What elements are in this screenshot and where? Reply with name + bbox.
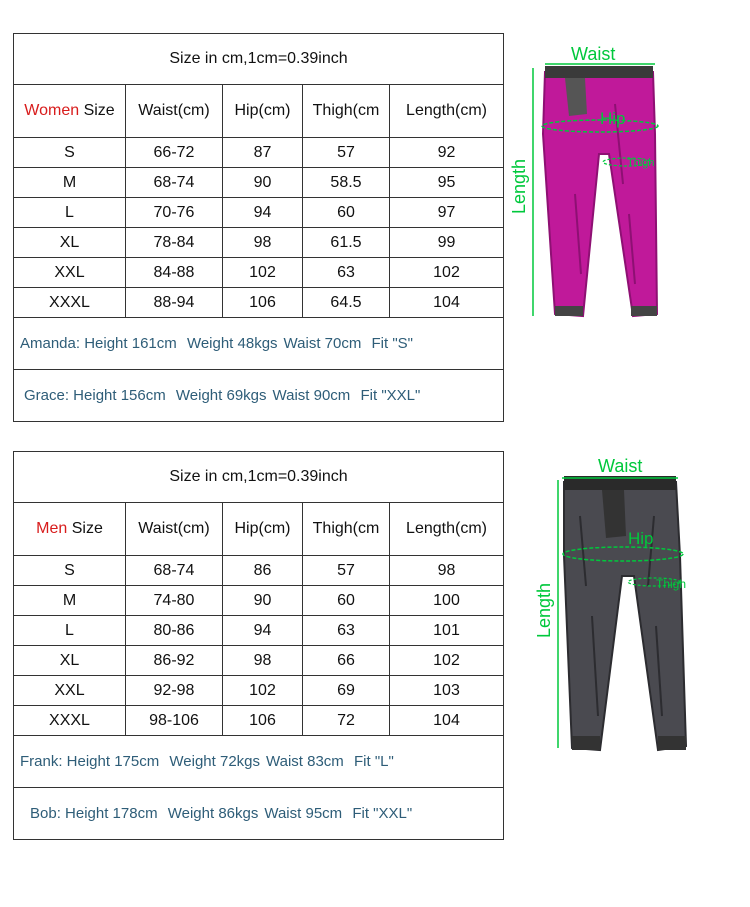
men-pants-illustration: [528, 456, 730, 762]
col-thigh-header: Thigh(cm: [303, 85, 390, 138]
thigh-label: Thigh: [627, 157, 655, 169]
model-info-row: [14, 318, 504, 370]
model-fit: Fit "S": [371, 335, 413, 352]
length-cell: 99: [390, 228, 504, 258]
table-row: [14, 198, 504, 228]
model-weight: Weight 48kgs: [186, 335, 278, 352]
waist-cell: 78-84: [126, 228, 223, 258]
thigh-cell: 60: [303, 586, 390, 616]
table-row: [14, 646, 504, 676]
table-row: [14, 706, 504, 736]
model-fit: Fit "XXL": [360, 387, 421, 404]
men-pants-figure: [528, 456, 730, 762]
length-cell: 98: [390, 556, 504, 586]
size-cell: XXL: [14, 258, 126, 288]
model-name-height: Amanda: Height 161cm: [20, 335, 177, 352]
thigh-cell: 58.5: [303, 168, 390, 198]
table-row: [14, 288, 504, 318]
hip-cell: 102: [223, 676, 303, 706]
men-size-header: [14, 503, 126, 556]
women-table-title: Size in cm,1cm=0.39inch: [14, 34, 504, 85]
waist-cell: 66-72: [126, 138, 223, 168]
men-size-table: [13, 451, 504, 840]
women-label-suffix: Size: [79, 102, 115, 119]
hip-label: Hip: [600, 109, 626, 128]
hip-cell: 94: [223, 616, 303, 646]
col-waist-header: Waist(cm): [126, 503, 223, 556]
thigh-cell: 63: [303, 616, 390, 646]
model-weight: Weight 86kgs: [167, 805, 259, 822]
col-thigh-header: Thigh(cm: [303, 503, 390, 556]
waist-label: Waist: [598, 456, 643, 476]
thigh-cell: 69: [303, 676, 390, 706]
col-length-header: Length(cm): [390, 85, 504, 138]
length-cell: 95: [390, 168, 504, 198]
waist-cell: 86-92: [126, 646, 223, 676]
women-pants-illustration: [505, 44, 715, 330]
model-waist: Waist 70cm: [283, 335, 362, 352]
size-cell: S: [14, 556, 126, 586]
model-info-row: [14, 370, 504, 422]
pants-cuff-left: [572, 736, 600, 750]
waist-cell: 80-86: [126, 616, 223, 646]
pants-cuff-right: [631, 306, 657, 316]
size-cell: XL: [14, 646, 126, 676]
model-fit: Fit "XXL": [352, 805, 413, 822]
col-length-header: Length(cm): [390, 503, 504, 556]
model-waist: Waist 95cm: [264, 805, 343, 822]
table-row: [14, 676, 504, 706]
model-waist: Waist 83cm: [266, 753, 344, 770]
waist-cell: 92-98: [126, 676, 223, 706]
hip-cell: 87: [223, 138, 303, 168]
model-waist: Waist 90cm: [272, 387, 351, 404]
hip-cell: 90: [223, 586, 303, 616]
thigh-cell: 64.5: [303, 288, 390, 318]
thigh-cell: 60: [303, 198, 390, 228]
col-waist-header: Waist(cm): [126, 85, 223, 138]
table-row: [14, 138, 504, 168]
size-cell: XXL: [14, 676, 126, 706]
waist-label: Waist: [571, 44, 616, 64]
length-cell: 104: [390, 706, 504, 736]
thigh-cell: 57: [303, 556, 390, 586]
waist-cell: 84-88: [126, 258, 223, 288]
col-hip-header: Hip(cm): [223, 503, 303, 556]
hip-cell: 98: [223, 228, 303, 258]
length-cell: 101: [390, 616, 504, 646]
women-size-header: [14, 85, 126, 138]
size-cell: L: [14, 198, 126, 228]
length-cell: 102: [390, 646, 504, 676]
pants-waistband: [545, 66, 653, 78]
table-row: [14, 258, 504, 288]
model-info-row: [14, 788, 504, 840]
model-info-row: [14, 736, 504, 788]
table-row: [14, 168, 504, 198]
length-cell: 102: [390, 258, 504, 288]
size-cell: L: [14, 616, 126, 646]
waist-cell: 98-106: [126, 706, 223, 736]
men-table-title: Size in cm,1cm=0.39inch: [14, 452, 504, 503]
length-label: Length: [509, 158, 529, 214]
men-label-suffix: Size: [67, 520, 103, 537]
length-label: Length: [534, 582, 554, 638]
col-hip-header: Hip(cm): [223, 85, 303, 138]
length-cell: 103: [390, 676, 504, 706]
hip-cell: 90: [223, 168, 303, 198]
table-row: [14, 556, 504, 586]
pants-cuff-left: [555, 306, 583, 316]
model-name-height: Grace: Height 156cm: [24, 387, 166, 404]
model-name-height: Bob: Height 178cm: [30, 805, 158, 822]
size-cell: XXXL: [14, 288, 126, 318]
thigh-label: Thigh: [656, 577, 687, 591]
thigh-cell: 63: [303, 258, 390, 288]
pants-cuff-right: [658, 736, 686, 750]
length-cell: 104: [390, 288, 504, 318]
table-row: [14, 228, 504, 258]
hip-cell: 86: [223, 556, 303, 586]
thigh-cell: 61.5: [303, 228, 390, 258]
hip-cell: 102: [223, 258, 303, 288]
hip-cell: 106: [223, 288, 303, 318]
women-pants-figure: [505, 44, 715, 330]
length-cell: 100: [390, 586, 504, 616]
thigh-cell: 57: [303, 138, 390, 168]
women-label-word: Women: [24, 102, 80, 119]
model-fit: Fit "L": [353, 753, 394, 770]
thigh-cell: 72: [303, 706, 390, 736]
model-name-height: Frank: Height 175cm: [20, 753, 160, 770]
table-row: [14, 586, 504, 616]
thigh-cell: 66: [303, 646, 390, 676]
size-cell: M: [14, 168, 126, 198]
waist-cell: 68-74: [126, 168, 223, 198]
size-cell: S: [14, 138, 126, 168]
size-cell: XXXL: [14, 706, 126, 736]
waist-cell: 70-76: [126, 198, 223, 228]
hip-label: Hip: [628, 529, 654, 548]
hip-cell: 98: [223, 646, 303, 676]
model-weight: Weight 69kgs: [175, 387, 267, 404]
waist-cell: 68-74: [126, 556, 223, 586]
women-size-table: [13, 33, 504, 422]
length-cell: 97: [390, 198, 504, 228]
size-cell: M: [14, 586, 126, 616]
waist-cell: 88-94: [126, 288, 223, 318]
men-label-word: Men: [36, 520, 68, 537]
waist-cell: 74-80: [126, 586, 223, 616]
pants-fly: [602, 490, 626, 538]
table-row: [14, 616, 504, 646]
model-weight: Weight 72kgs: [169, 753, 261, 770]
size-cell: XL: [14, 228, 126, 258]
hip-cell: 94: [223, 198, 303, 228]
length-cell: 92: [390, 138, 504, 168]
hip-cell: 106: [223, 706, 303, 736]
